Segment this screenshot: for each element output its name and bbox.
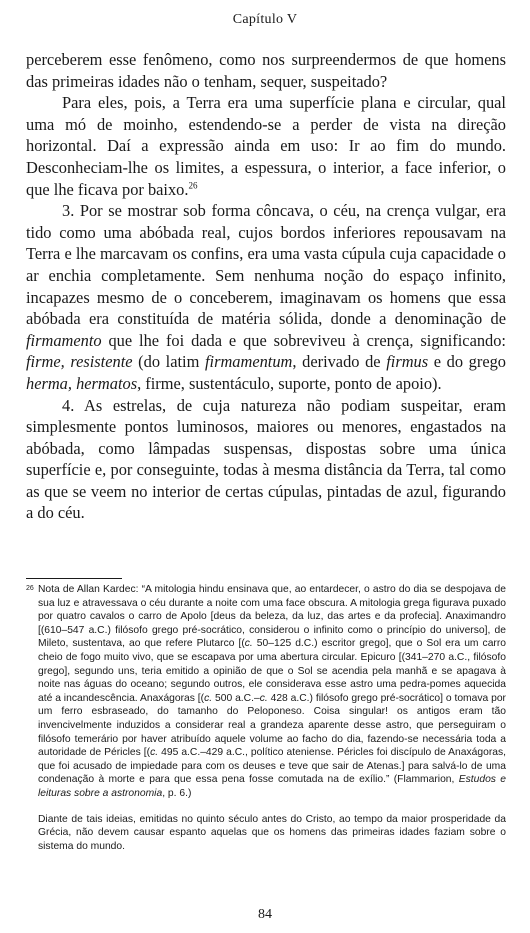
p3-text-b: que lhe foi dada e que sobreviveu à crença, significando:: [101, 330, 506, 350]
paragraph-2-text: Para eles, pois, a Terra era uma superfície plana e circular, qual uma mó de moinho, estendendo-se a perder de vista na direção horizontal. Daí a expressão ainda em uso: Ir ao fim do mundo. Desconheciam-lhe os limites, a espessura, o interior, a face inferior, o que lhe ficava por baixo.: [26, 93, 506, 199]
term-firmamentum: firmamentum: [204, 352, 293, 372]
main-text: [26, 49, 506, 524]
footnote-26: [26, 583, 506, 801]
footnote-text-a: Nota de Allan Kardec: “A mitologia hindu ensinava que, ao entardecer, o astro do dia se despojava de sua luz e atravessava o céu durante a noite com uma face obscura. A mitologia grega figurava puxado por quatro cavalos o carro de Apolo [deus da beleza, da luz, das artes e da profecia]. Anaximandro [(610–547 a.C.) filósofo grego pré-socrático, considerou o infinito como o princípio do universo], de Mileto, sustentava, ao que refere Plutarco [(: [38, 584, 506, 650]
footnote-text-d: 428 a.C.) filósofo grego pré-socrático] o tomava por um ferro esbraseado, do tamanho do Peloponeso. Coisa singular! os antigos eram tão invencivelmente induzidos a considerar real a grandeza aparente desse astro, que perseguiram o filósofo temerário por haver atribuído aquele volume ao facho do dia, fazendo-se necessária toda a autoridade de Péricles [(: [38, 692, 506, 759]
paragraph-3: [26, 200, 506, 394]
running-head: Capítulo V: [232, 12, 298, 27]
page-number: 84: [258, 907, 272, 922]
term-firmamento: firmamento: [26, 330, 102, 350]
footnote-number: 26: [26, 585, 34, 592]
cited-work-title: Estudos e leituras sobre a astronomia: [38, 774, 507, 799]
paragraph-continuation: perceberem esse fenômeno, como nos surpreendermos de que homens das primeiras idades não o tenham, sequer, suspeitado?: [26, 50, 506, 91]
term-firme-resistente: firme, resistente: [26, 352, 133, 372]
p3-text-e: e do grego: [428, 352, 507, 372]
circa-4: c.: [150, 747, 159, 759]
footnote-divider: [26, 578, 122, 579]
term-firmus: firmus: [386, 352, 429, 372]
footnotes: [26, 583, 506, 853]
paragraph-4: 4. As estrelas, de cuja natureza não podiam suspeitar, eram simplesmente pontos luminosos, maiores ou menores, engastados na abóbada, como lâmpadas suspensas, dispostas sobre uma única superfície e, por conseguinte, todas à mesma distância da Terra, tal como as que se veem no interior de certas cúpulas, pintadas de azul, figurando a do céu.: [26, 395, 506, 523]
footnote-continuation: Diante de tais ideias, emitidas no quinto século antes do Cristo, ao tempo da maior prosperidade da Grécia, não devem causar espanto aquelas que os homens das primeiras idades faziam sobre o sistema do mundo.: [38, 813, 506, 852]
circa-2: c.: [204, 692, 213, 704]
p3-text-f: , firme, sustentáculo, suporte, ponto de apoio).: [137, 373, 442, 393]
paragraph-2: [26, 92, 506, 200]
p3-text-d: , derivado de: [292, 352, 387, 372]
footnote-text-c: 500 a.C.–: [212, 692, 260, 704]
footnote-text-e: 495 a.C.–429 a.C., político ateniense. Péricles foi discípulo de Anaxágoras, que foi acusado de impiedade para com os deuses e teve que sair de Atenas.] para salvá-lo de uma condenação à morte e para que essa pena fosse comutada na de exílio.” (Flammarion,: [38, 747, 506, 786]
footnote-text-f: , p. 6.): [162, 787, 192, 799]
p3-text-c: (do latim: [132, 352, 205, 372]
term-herma-hermatos: herma, hermatos: [26, 373, 138, 393]
p3-text-a: 3. Por se mostrar sob forma côncava, o céu, na crença vulgar, era tido como uma abóbada real, cujos bordos inferiores repousavam na Terra e lhe marcavam os confins, era uma vasta cúpula cuja capacidade o ar enchia completamente. Sem nenhuma noção do espaço infinito, incapazes mesmo de o conceberem, imaginavam os homens que essa abóbada era constituída de matéria sólida, donde a denominação de: [26, 201, 506, 329]
footnote-reference: 26: [188, 180, 198, 191]
circa-1: c.: [244, 638, 253, 650]
footnote-text-b: 50–125 d.C.) escritor grego], que o Sol era um carro cheio de fogo muito vivo, que se escapava por uma abertura circular. Epicuro [(341–270 a.C., filósofo grego], segundo uns, teria emitido a opinião de que o Sol se acendia pela manhã e se apagava à noite nas águas do oceano; segundo outros, ele considerava esse astro uma pedra-pomes aquecida até a incandescência. Anaxágoras [(: [38, 638, 507, 704]
circa-3: c.: [259, 692, 268, 704]
